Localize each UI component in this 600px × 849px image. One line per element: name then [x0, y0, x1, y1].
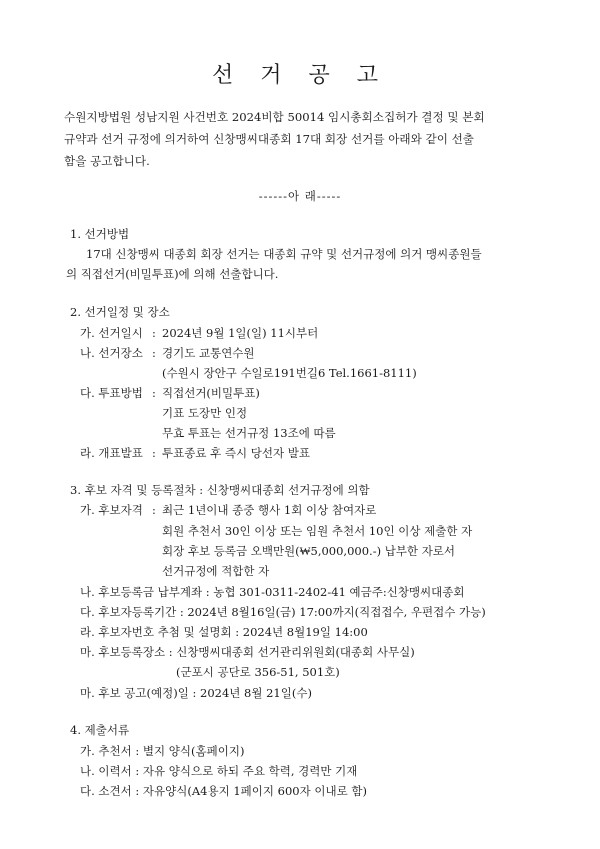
s2-b-sep: : [152, 346, 156, 360]
below-divider: ------아 래----- [258, 189, 342, 203]
s4-c: 다. 소견서 : 자유양식(A4용지 1페이지 600자 이내로 함) [80, 784, 367, 798]
s2-a-value: 2024년 9월 1일(일) 11시부터 [162, 326, 319, 340]
s2-b-label: 나. 선거장소 [80, 346, 143, 360]
page-title: 선 거 공 고 [212, 63, 388, 88]
s4-b: 나. 이력서 : 자유 양식으로 하되 주요 학력, 경력만 기재 [80, 764, 358, 778]
section-1-heading: 1. 선거방법 [70, 227, 130, 241]
s2-d-value: 투표종료 후 즉시 당선자 발표 [162, 446, 310, 460]
section-4-heading: 4. 제출서류 [70, 723, 130, 737]
intro-paragraph [64, 106, 526, 172]
s2-b-value: 경기도 교통연수원 [162, 346, 255, 360]
intro-line-1: 수원지방법원 성남지원 사건번호 2024비합 50014 임시총회소집허가 결정 및 본회 [64, 110, 485, 124]
intro-line-3: 함을 공고합니다. [64, 154, 150, 168]
s2-d-label: 라. 개표발표 [80, 446, 143, 460]
s2-b-value-2: (수원시 장안구 수일로191번길6 Tel.1661-8111) [162, 366, 417, 380]
s2-c-sep: : [152, 386, 156, 400]
section-2-heading: 2. 선거일정 및 장소 [70, 305, 170, 319]
s2-c-value-2: 기표 도장만 인정 [162, 406, 248, 420]
s3-a-value-4: 선거규정에 적합한 자 [162, 564, 270, 578]
s3-a-value-2: 회원 추천서 30인 이상 또는 임원 추천서 10인 이상 제출한 자 [162, 524, 473, 538]
s4-a: 가. 추천서 : 별지 양식(홈페이지) [80, 744, 245, 758]
intro-line-2: 규약과 선거 규정에 의거하여 신창맹씨대종회 17대 회장 선거를 아래와 같이 선출 [64, 132, 474, 146]
section-1-body-line-2: 의 직접선거(비밀투표)에 의해 선출합니다. [66, 267, 279, 281]
s3-b: 나. 후보등록금 납부계좌 : 농협 301-0311-2402-41 예금주:신창맹씨대종회 [80, 585, 465, 599]
s3-a-label: 가. 후보자격 [80, 503, 143, 517]
s3-e: 마. 후보등록장소 : 신창맹씨대종회 선거관리위원회(대종회 사무실) [80, 645, 415, 659]
s3-a-value: 최근 1년이내 종중 행사 1회 이상 참여자로 [162, 503, 377, 517]
s2-a-label: 가. 선거일시 [80, 326, 143, 340]
s3-f: 마. 후보 공고(예정)일 : 2024년 8월 21일(수) [80, 686, 312, 700]
s2-a-sep: : [152, 326, 156, 340]
s2-d-sep: : [152, 446, 156, 460]
s3-e-2: (군포시 공단로 356-51, 501호) [176, 665, 340, 679]
s3-d: 라. 후보자번호 추첨 및 설명회 : 2024년 8월19일 14:00 [80, 625, 368, 639]
s2-c-value: 직접선거(비밀투표) [162, 386, 260, 400]
s2-c-label: 다. 투표방법 [80, 386, 143, 400]
s3-c: 다. 후보자등록기간 : 2024년 8월16일(금) 17:00까지(직접접수, 우편접수 가능) [80, 605, 486, 619]
s3-a-value-3: 회장 후보 등록금 오백만원(₩5,000,000.-) 납부한 자로서 [162, 544, 456, 558]
section-3-heading: 3. 후보 자격 및 등록절차 : 신창맹씨대종회 선거규정에 의함 [70, 483, 370, 497]
s2-c-value-3: 무효 투표는 선거규정 13조에 따름 [162, 426, 336, 440]
section-1-body-line-1: 17대 신창맹씨 대종회 회장 선거는 대종회 규약 및 선거규정에 의거 맹씨종원들 [86, 247, 482, 261]
s3-a-sep: : [152, 503, 156, 517]
